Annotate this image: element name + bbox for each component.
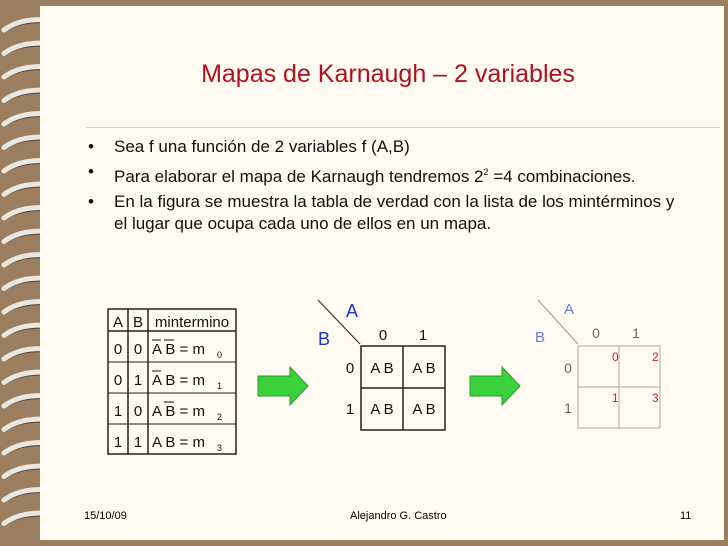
slide-title: Mapas de Karnaugh – 2 variables: [201, 60, 575, 88]
bullet-item: • En la figura se muestra la tabla de verdad con la lista de los mintérminos y el lugar que ocupa cada uno de ellos en un mapa.: [88, 191, 678, 235]
table-cell: 1: [217, 381, 223, 391]
table-cell: 0: [113, 372, 123, 389]
table-cell: A B = m: [152, 341, 205, 358]
bullet-item: • Para elaborar el mapa de Karnaugh tendremos $2^2 =4$ combinaciones.: [88, 161, 678, 188]
kmap-cell: A B: [370, 401, 394, 418]
kmap-var-b: B: [535, 329, 546, 346]
karnaugh-map-expressions: [318, 300, 445, 430]
karnaugh-map-positions: [535, 300, 660, 428]
footer-page-number: 11: [680, 510, 692, 522]
kmap-col-label: 0: [378, 327, 388, 344]
kmap-cell: 1: [612, 391, 619, 405]
kmap-cell: A B: [412, 401, 436, 418]
footer-date: 15/10/09: [84, 510, 127, 522]
footer-author: Alejandro G. Castro: [350, 510, 447, 522]
kmap-row-label: 0: [564, 360, 572, 376]
table-cell: 0: [133, 403, 143, 420]
table-header-b: B: [132, 314, 144, 331]
table-cell: 2: [217, 412, 223, 422]
kmap-var-b: B: [318, 329, 331, 349]
table-cell: 1: [133, 434, 143, 451]
kmap-cell: 3: [652, 391, 659, 405]
right-arrow-icon: [470, 367, 520, 405]
table-cell: 1: [113, 434, 123, 451]
table-cell: A B = m: [152, 403, 205, 420]
kmap-col-label: 1: [418, 327, 428, 344]
kmap-cell: A B: [412, 360, 436, 377]
kmap-col-label: 0: [592, 325, 600, 341]
table-cell: 1: [133, 372, 143, 389]
kmap-row-label: 0: [345, 360, 355, 377]
table-cell: 3: [217, 443, 223, 453]
kmap-cell: 2: [652, 350, 659, 364]
kmap-col-label: 1: [632, 325, 640, 341]
kmap-cell: 0: [612, 350, 619, 364]
bullet-item: • Sea f una función de 2 variables f (A,B): [88, 136, 678, 158]
table-cell: 0: [113, 341, 123, 358]
table-cell: 0: [217, 350, 223, 360]
kmap-row-label: 1: [564, 400, 572, 416]
kmap-var-a: A: [346, 301, 359, 321]
table-header-a: A: [112, 314, 124, 331]
table-cell: A B = m: [152, 434, 205, 451]
kmap-cell: A B: [370, 360, 394, 377]
table-cell: A B = m: [152, 372, 205, 389]
kmap-var-a: A: [564, 301, 575, 318]
table-cell: 1: [113, 403, 123, 420]
truth-table: [108, 309, 236, 454]
kmap-row-label: 1: [345, 401, 355, 418]
table-cell: 0: [133, 341, 143, 358]
table-header-minterm: mintermino: [154, 314, 230, 331]
right-arrow-icon: [258, 367, 308, 405]
